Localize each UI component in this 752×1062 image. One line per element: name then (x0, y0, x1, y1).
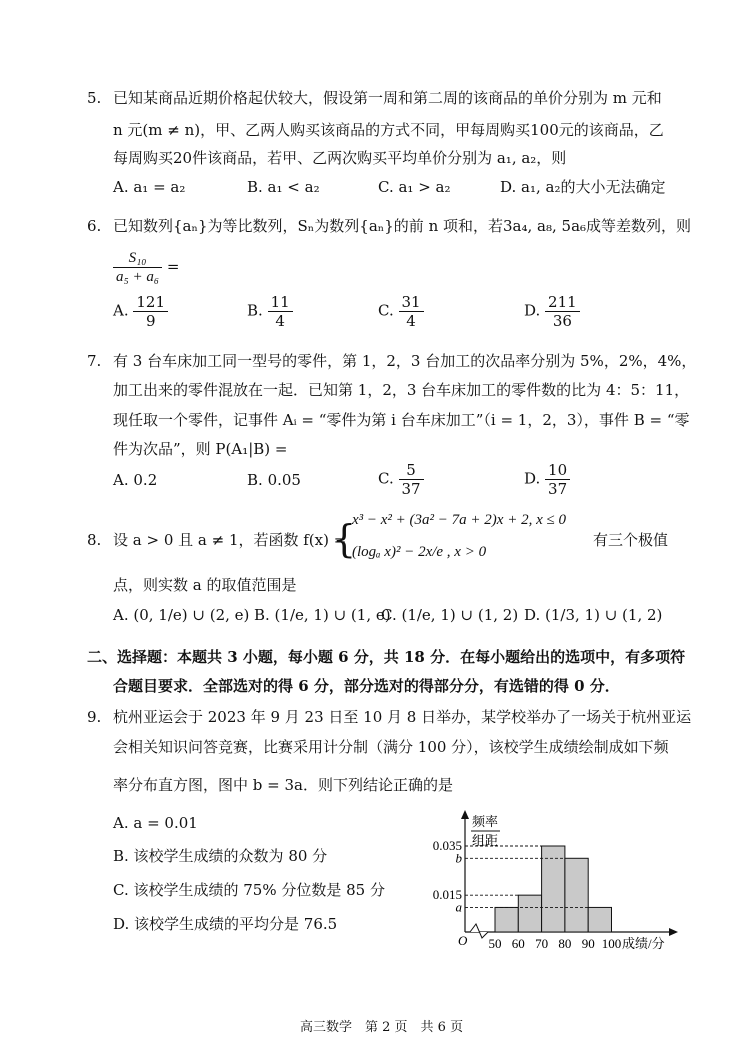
q7-option-d-label: D. (524, 469, 541, 488)
q5-option-d: D. a₁, a₂的大小无法确定 (500, 178, 666, 196)
q6-option-d (524, 293, 580, 330)
q9-line-1: 杭州亚运会于 2023 年 9 月 23 日至 10 月 8 日举办，某学校举办了一场关于杭州亚运 (113, 708, 692, 726)
q9-line-2: 会相关知识问答竞赛，比赛采用计分制（满分 100 分），该校学生成绩绘制成如下频 (113, 738, 669, 756)
x-tick-label-80: 80 (558, 936, 572, 951)
q7-option-d-den: 37 (548, 480, 568, 498)
q6-option-d-den: 36 (552, 312, 572, 330)
section-2-line-2: 合题目要求．全部选对的得 6 分，部分选对的得部分分，有选错的得 0 分． (113, 677, 620, 695)
y-tick-label-a: a (455, 899, 462, 915)
q8-lead: 设 a > 0 且 a ≠ 1，若函数 f(x) = (113, 531, 347, 549)
q6-expr-equals: = (166, 257, 180, 276)
frequency-histogram (420, 808, 680, 958)
q8-case-1: x³ − x² + (3a² − 7a + 2)x + 2, x ≤ 0 (352, 512, 566, 528)
q7-line-4: 件为次品”，则 P(A₁|B) = (113, 440, 288, 458)
q7-option-b-value: 0.05 (267, 471, 301, 489)
histogram-bar-80-90 (565, 858, 588, 932)
q7-option-d-num: 10 (545, 461, 570, 480)
y-tick-label-0.015: 0.015 (432, 887, 462, 903)
x-tick-label-100: 100 (601, 936, 622, 951)
y-label-top: 频率 (472, 814, 499, 829)
q8-option-b: B. (1/e, 1) ∪ (1, e) (254, 606, 391, 624)
q9-line-3: 率分布直方图，图中 b = 3a．则下列结论正确的是 (113, 776, 453, 794)
q7-option-a-value: 0.2 (133, 471, 158, 489)
q6-option-b-den: 4 (275, 312, 285, 330)
q8-brace: { (332, 517, 357, 561)
q7-line-1: 有 3 台车床加工同一型号的零件，第 1，2，3 台加工的次品率分别为 5%，2%，4%， (113, 352, 697, 370)
y-tick-label-b: b (455, 850, 462, 866)
q6-option-a (113, 293, 168, 330)
q7-line-2: 加工出来的零件混放在一起．已知第 1，2，3 台车床加工的零件数的比为 4：5：11， (113, 381, 690, 399)
q7-line-3: 现任取一个零件，记事件 Aᵢ = “零件为第 i 台车床加工”（i = 1，2，3），事件 B = “零 (113, 411, 690, 429)
q7-option-d (524, 461, 570, 498)
q6-expr-numerator: S₁₀ (113, 249, 162, 268)
q5-option-c: C. a₁ > a₂ (378, 178, 451, 196)
q7-option-a (113, 470, 157, 490)
axis-break (470, 924, 488, 938)
q7-option-c-den: 37 (401, 480, 421, 498)
y-tick-label-0.035: 0.035 (432, 838, 462, 853)
q9-option-b: B. 该校学生成绩的众数为 80 分 (113, 847, 328, 865)
histogram-bar-90-100 (588, 907, 611, 932)
section-2-line-1: 二、选择题：本题共 3 小题，每小题 6 分，共 18 分．在每小题给出的选项中，有多项符 (87, 648, 686, 666)
x-tick-label-60: 60 (511, 936, 525, 951)
q6-option-c-num: 31 (399, 293, 424, 312)
y-axis-arrow (461, 810, 469, 819)
histogram-bar-60-70 (518, 895, 541, 932)
x-axis-label: 成绩/分 (622, 936, 665, 951)
q6-option-c-label: C. (378, 301, 394, 320)
q6-option-a-num: 121 (133, 293, 168, 312)
q7-option-c (378, 461, 424, 498)
q6-expr-denominator: a₅ + a₆ (116, 269, 160, 285)
q6-option-d-num: 211 (545, 293, 580, 312)
x-axis-arrow (669, 928, 678, 936)
y-label-bottom: 组距 (472, 833, 499, 848)
q6-option-c-den: 4 (406, 312, 416, 330)
q9-option-a: A. a = 0.01 (113, 814, 198, 832)
q6-expression (113, 249, 179, 286)
q9-number: 9. (87, 708, 102, 726)
q6-option-a-den: 9 (145, 312, 156, 330)
q5-option-b: B. a₁ < a₂ (247, 178, 320, 196)
q5-option-a: A. a₁ = a₂ (113, 178, 186, 196)
q6-option-b (247, 293, 293, 330)
q7-number: 7. (87, 352, 102, 370)
q7-option-b (247, 470, 301, 490)
q9-option-c: C. 该校学生成绩的 75% 分位数是 85 分 (113, 881, 385, 899)
q7-option-c-label: C. (378, 469, 394, 488)
histogram-bar-50-60 (495, 907, 518, 932)
q6-number: 6. (87, 217, 102, 235)
q8-line-2: 点，则实数 a 的取值范围是 (113, 576, 297, 594)
x-tick-label-50: 50 (488, 936, 502, 951)
q7-option-c-num: 5 (399, 461, 424, 480)
x-tick-label-70: 70 (535, 936, 549, 951)
q6-option-c (378, 293, 424, 330)
q6-option-b-num: 11 (268, 293, 293, 312)
q6-line-1: 已知数列{aₙ}为等比数列，Sₙ为数列{aₙ}的前 n 项和，若3a₄, a₈, 5a₆成等差数列，则 (113, 217, 692, 235)
q7-option-a-label: A. (113, 471, 129, 489)
q8-case-2: (logₐ x)² − 2x/e , x > 0 (352, 544, 487, 560)
page-footer: 高三数学 第 2 页 共 6 页 (300, 1020, 464, 1035)
q9-option-d: D. 该校学生成绩的平均分是 76.5 (113, 915, 338, 933)
q6-option-a-label: A. (113, 301, 129, 320)
q7-option-b-label: B. (247, 471, 263, 489)
q8-option-a: A. (0, 1/e) ∪ (2, e) (113, 606, 250, 624)
q8-tail: 有三个极值 (593, 531, 669, 549)
q5-line-3: 每周购买20件该商品，若甲、乙两次购买平均单价分别为 a₁, a₂，则 (113, 149, 567, 167)
q6-option-d-label: D. (524, 301, 541, 320)
q5-line-2: n 元(m ≠ n)，甲、乙两人购买该商品的方式不同，甲每周购买100元的该商品，乙 (113, 121, 664, 139)
q8-option-d: D. (1/3, 1) ∪ (1, 2) (524, 606, 663, 624)
x-tick-label-90: 90 (581, 936, 595, 951)
q8-number: 8. (87, 531, 102, 549)
origin-label: O (458, 933, 468, 948)
q5-line-1: 已知某商品近期价格起伏较大，假设第一周和第二周的该商品的单价分别为 m 元和 (113, 89, 662, 107)
q5-number: 5. (87, 89, 102, 107)
histogram-bar-70-80 (542, 846, 565, 932)
q6-option-b-label: B. (247, 301, 263, 320)
q8-option-c: C. (1/e, 1) ∪ (1, 2) (381, 606, 519, 624)
